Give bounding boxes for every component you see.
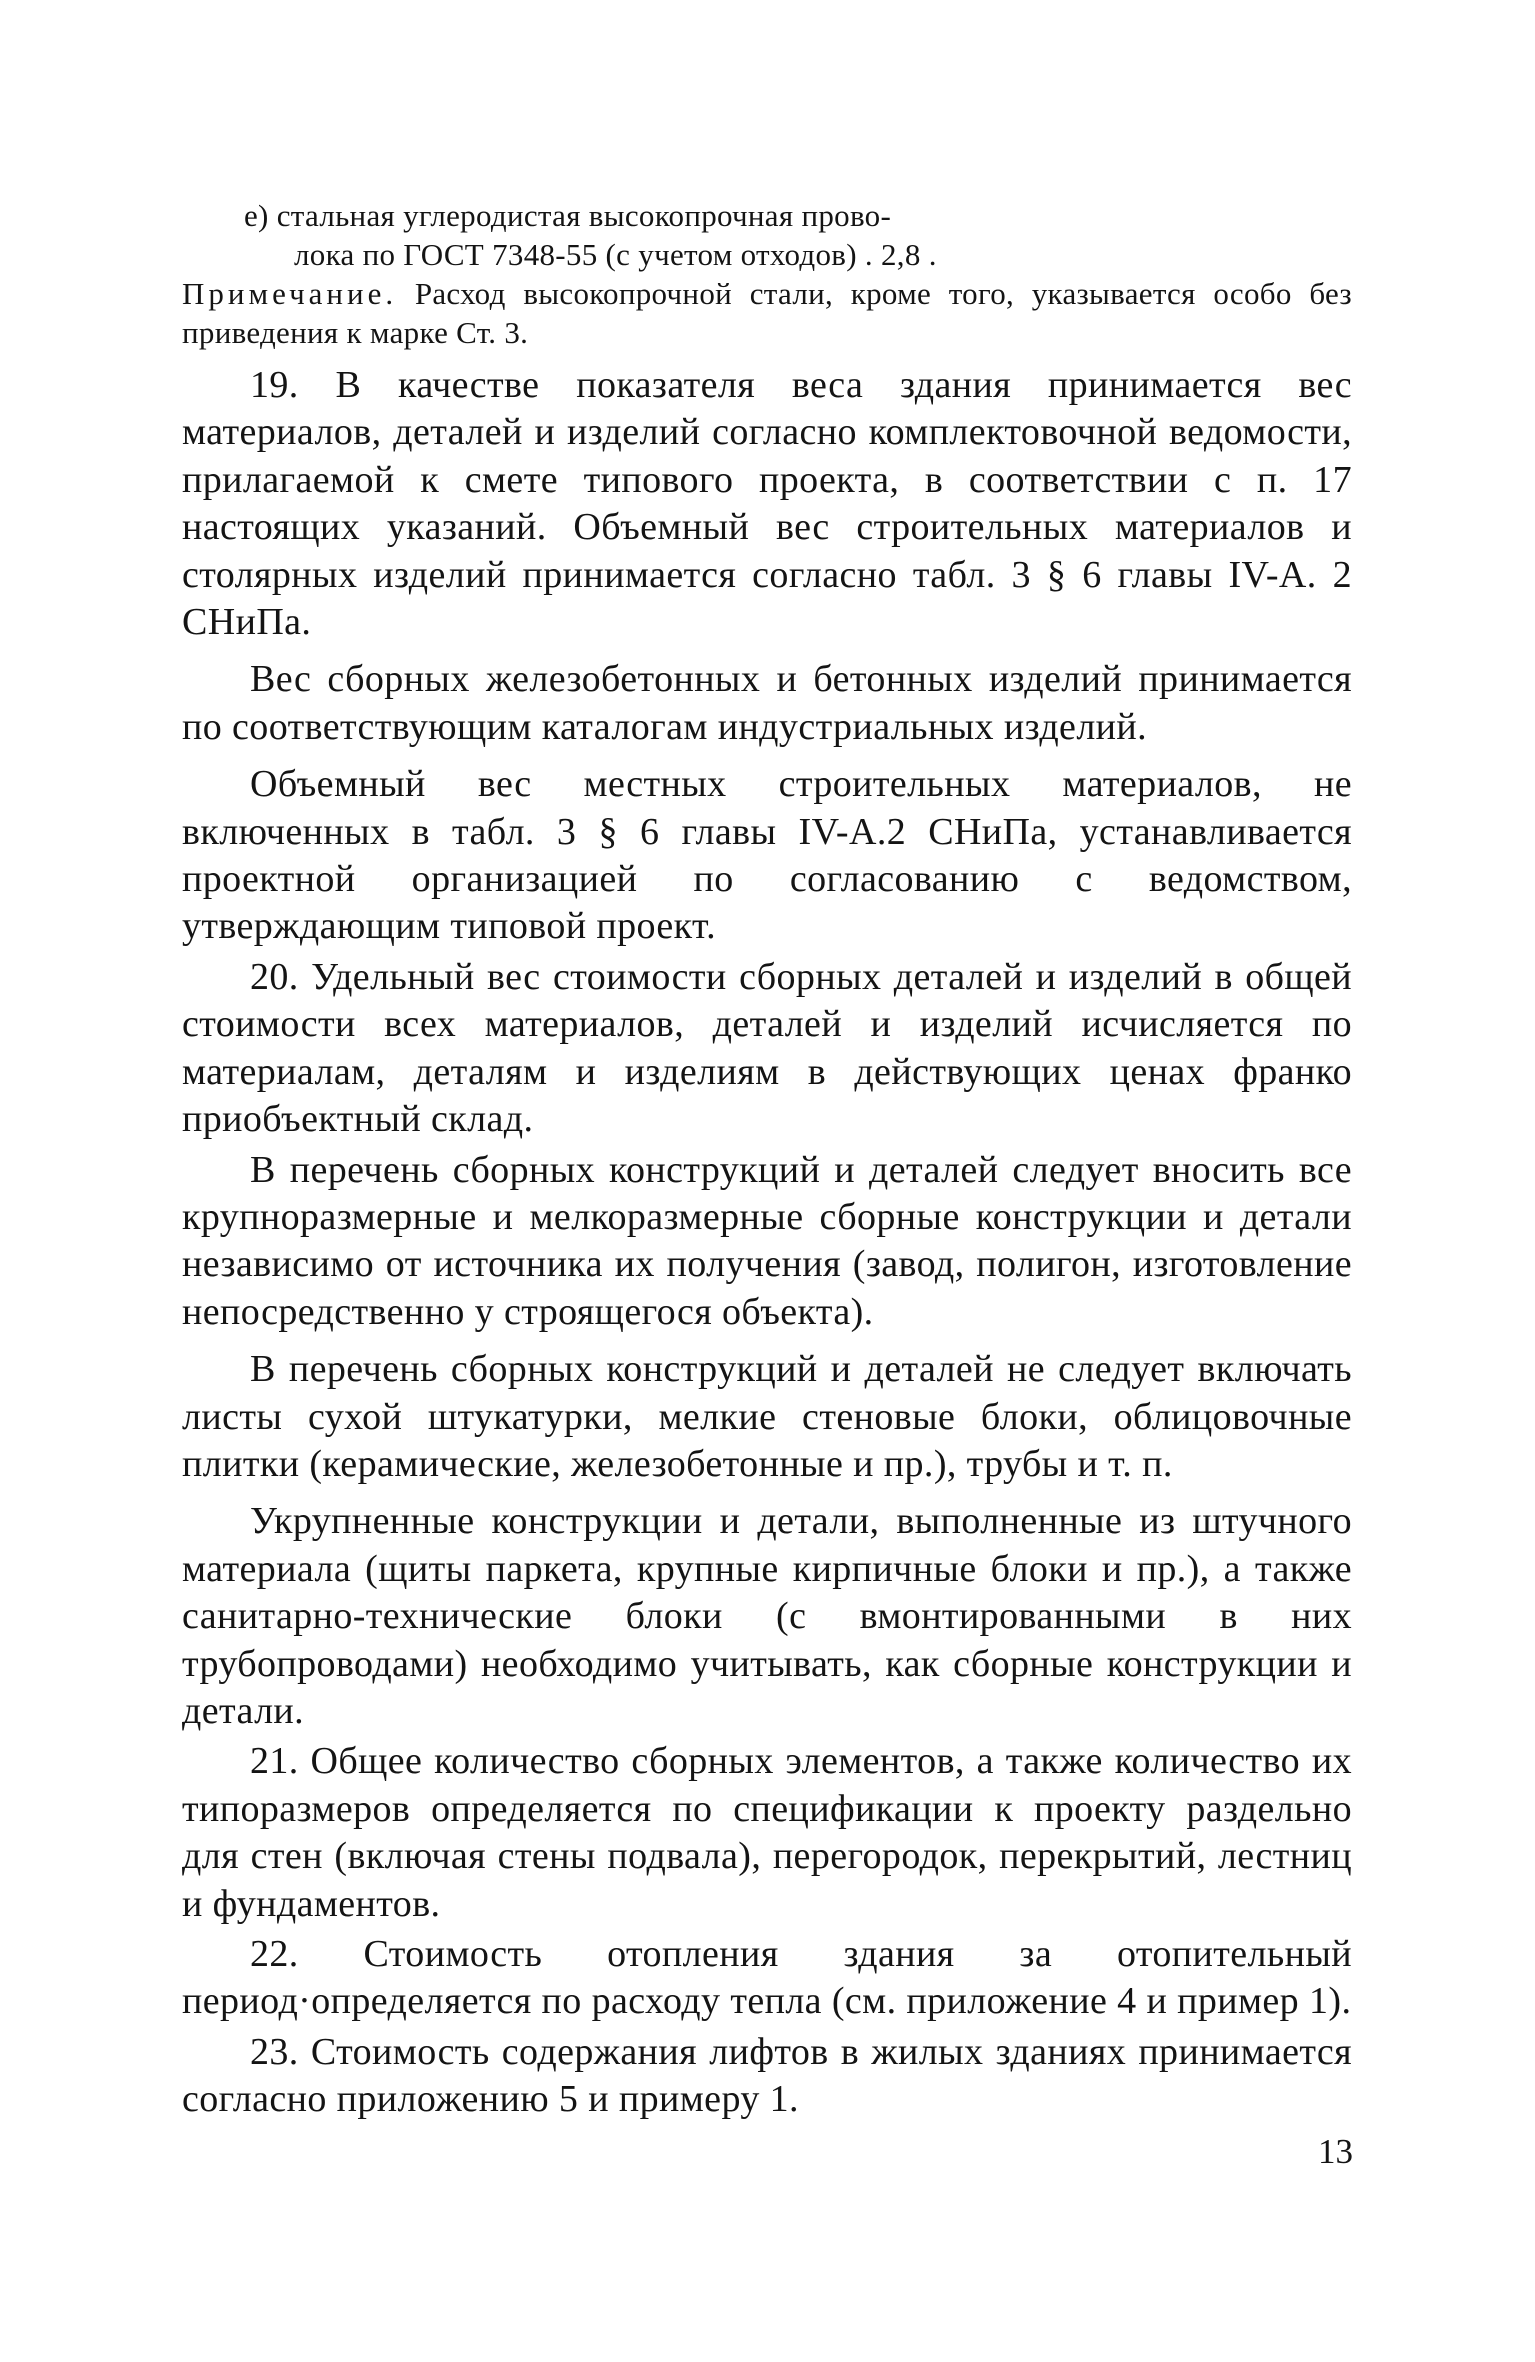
list-item-e-line2: лока по ГОСТ 7348-55 (с учетом отходов) . 2,8 . [294,237,937,272]
note-label: Примечание. [182,276,398,311]
paragraph-21: 21. Общее количество сборных элементов, а также количество их типоразмеров определяется по спецификации к проекту раздельно для стен (включая стены подвала), перегородок, перекрытий, лестниц и фундаментов. [182,1740,1352,1925]
note [182,274,1352,352]
paragraph-23: 23. Стоимость содержания лифтов в жилых зданиях принимается согласно приложению 5 и примеру 1. [182,2030,1352,2121]
list-item-e-line1: е) стальная углеродистая высокопрочная прово- [244,198,892,233]
paragraph-20: 20. Удельный вес стоимости сборных деталей и изделий в общей стоимости всех материалов, деталей и изделий исчисляется по материалам, деталям и изделиям в действующих ценах франко приобъектный склад. [182,955,1352,1141]
paragraph-list-exclude: В перечень сборных конструкций и деталей не следует включать листы сухой штукатурки, мелкие стеновые блоки, облицовочные плитки (керамические, железобетонные и пр.), трубы и т. п. [182,1348,1352,1485]
paragraph-enlarged: Укрупненные конструкции и детали, выполненные из штучного материала (щиты паркета, крупные кирпичные блоки и пр.), а также санитарно-технические блоки (с вмонтированными в них трубопроводами) необходимо учитывать, как сборные конструкции и детали. [182,1500,1352,1732]
note-text: Расход высокопрочной стали, кроме того, указывается особо без приведения к марке Ст. 3. [182,276,1352,350]
paragraph-list-include: В перечень сборных конструкций и деталей следует вносить все крупноразмерные и мелкоразмерные сборные конструкции и детали независимо от источника их получения (завод, полигон, изготовление непосредственно у строящегося объекта). [182,1148,1352,1333]
paragraph-precast-weight: Вес сборных железобетонных и бетонных изделий принимается по соответствующим каталогам индустриальных изделий. [182,658,1352,748]
list-item-e [182,196,1352,274]
paragraph-local-materials: Объемный вес местных строительных материалов, не включенных в табл. 3 § 6 главы IV-А.2 СНиПа, устанавливается проектной организацией по согласованию с ведомством, утверждающим типовой проект. [182,763,1352,948]
page-number: 13 [1318,2132,1353,2171]
paragraph-19: 19. В качестве показателя веса здания принимается вес материалов, деталей и изделий согласно комплектовочной ведомости, прилагаемой к смете типового проекта, в соответствии с п. 17 настоящих указаний. Объемный вес строительных материалов и столярных изделий принимается согласно табл. 3 § 6 главы IV-А. 2 СНиПа. [182,364,1352,644]
paragraph-22: 22. Стоимость отопления здания за отопительный период·определяется по расходу тепла (см. приложение 4 и пример 1). [182,1933,1352,2023]
page-content [182,196,1352,2124]
